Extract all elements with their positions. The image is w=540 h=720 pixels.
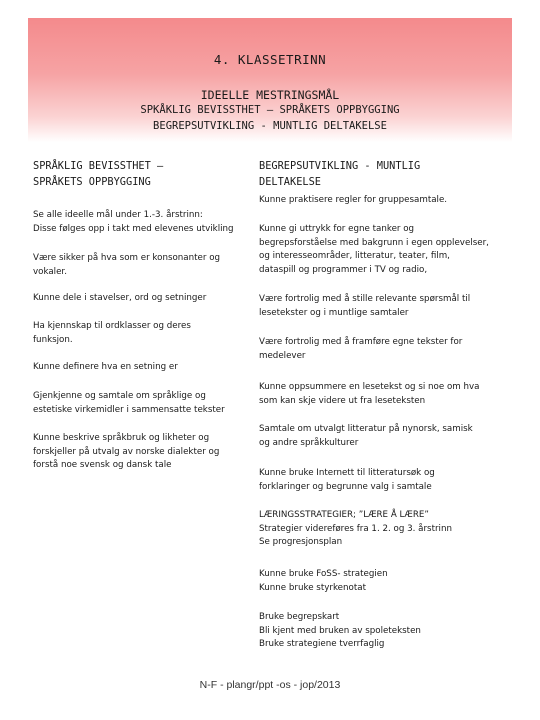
header-line-language: SPKÅKLIG BEVISSTHET – SPRÅKETS OPPBYGGING [140,104,400,116]
right-item-10: Bruke begrepskart Bli kjent med bruken av spoleteksten Bruke strategiene tverrfaglig [259,612,421,650]
right-item-6: Samtale om utvalgt litteratur på nynorsk, samisk og andre språkkulturer [259,424,473,448]
left-item-7: Kunne beskrive språkbruk og likheter og forskjeller på utvalg av norske dialekter og forstå noe svensk og dansk tale [33,433,220,471]
right-item-2: Kunne gi uttrykk for egne tanker og begrepsforståelse med bakgrunn i egen opplevelser, og interesseområder, litteratur, teater, film, dataspill og programmer i TV og radio, [259,224,489,275]
right-item-3: Være fortrolig med å stille relevante spørsmål til lesetekster og i muntlige samtaler [259,294,471,318]
left-item-1: Se alle ideelle mål under 1.-3. årstrinn: Disse følges opp i takt med elevenes utvikling [33,210,234,234]
page-footer: N-F - plangr/ppt -os - jop/2013 [199,679,341,691]
left-column-heading: SPRÅKLIG BEVISSTHET – SPRÅKETS OPPBYGGING [33,160,164,188]
page-title: 4. KLASSETRINN [213,52,327,67]
left-item-6: Gjenkjenne og samtale om språklige og estetiske virkemidler i sammensatte tekster [33,391,225,415]
left-item-3: Kunne dele i stavelser, ord og setninger [33,293,207,303]
right-column-heading: BEGREPSUTVIKLING - MUNTLIG DELTAKELSE [259,160,421,188]
right-item-8: LÆRINGSSTRATEGIER; ”LÆRE Å LÆRE” Strategier videreføres fra 1. 2. og 3. årstrinn Se progresjonsplan [259,510,452,548]
right-item-7: Kunne bruke Internett til litteratursøk og forklaringer og begrunne valg i samtale [259,468,435,492]
right-item-1: Kunne praktisere regler for gruppesamtale. [259,195,448,205]
left-item-2: Være sikker på hva som er konsonanter og vokaler. [33,253,221,277]
right-item-4: Være fortrolig med å framføre egne tekster for medelever [259,337,463,361]
header-line-concepts: BEGREPSUTVIKLING - MUNTLIG DELTAKELSE [153,120,387,132]
right-item-5: Kunne oppsummere en lesetekst og si noe om hva som kan skje videre ut fra leseteksten [259,382,480,406]
left-item-5: Kunne definere hva en setning er [33,362,178,372]
page-subtitle: IDEELLE MESTRINGSMÅL [200,88,340,102]
right-item-9: Kunne bruke FoSS- strategien Kunne bruke styrkenotat [259,569,388,593]
left-item-4: Ha kjennskap til ordklasser og deres funksjon. [33,321,191,345]
